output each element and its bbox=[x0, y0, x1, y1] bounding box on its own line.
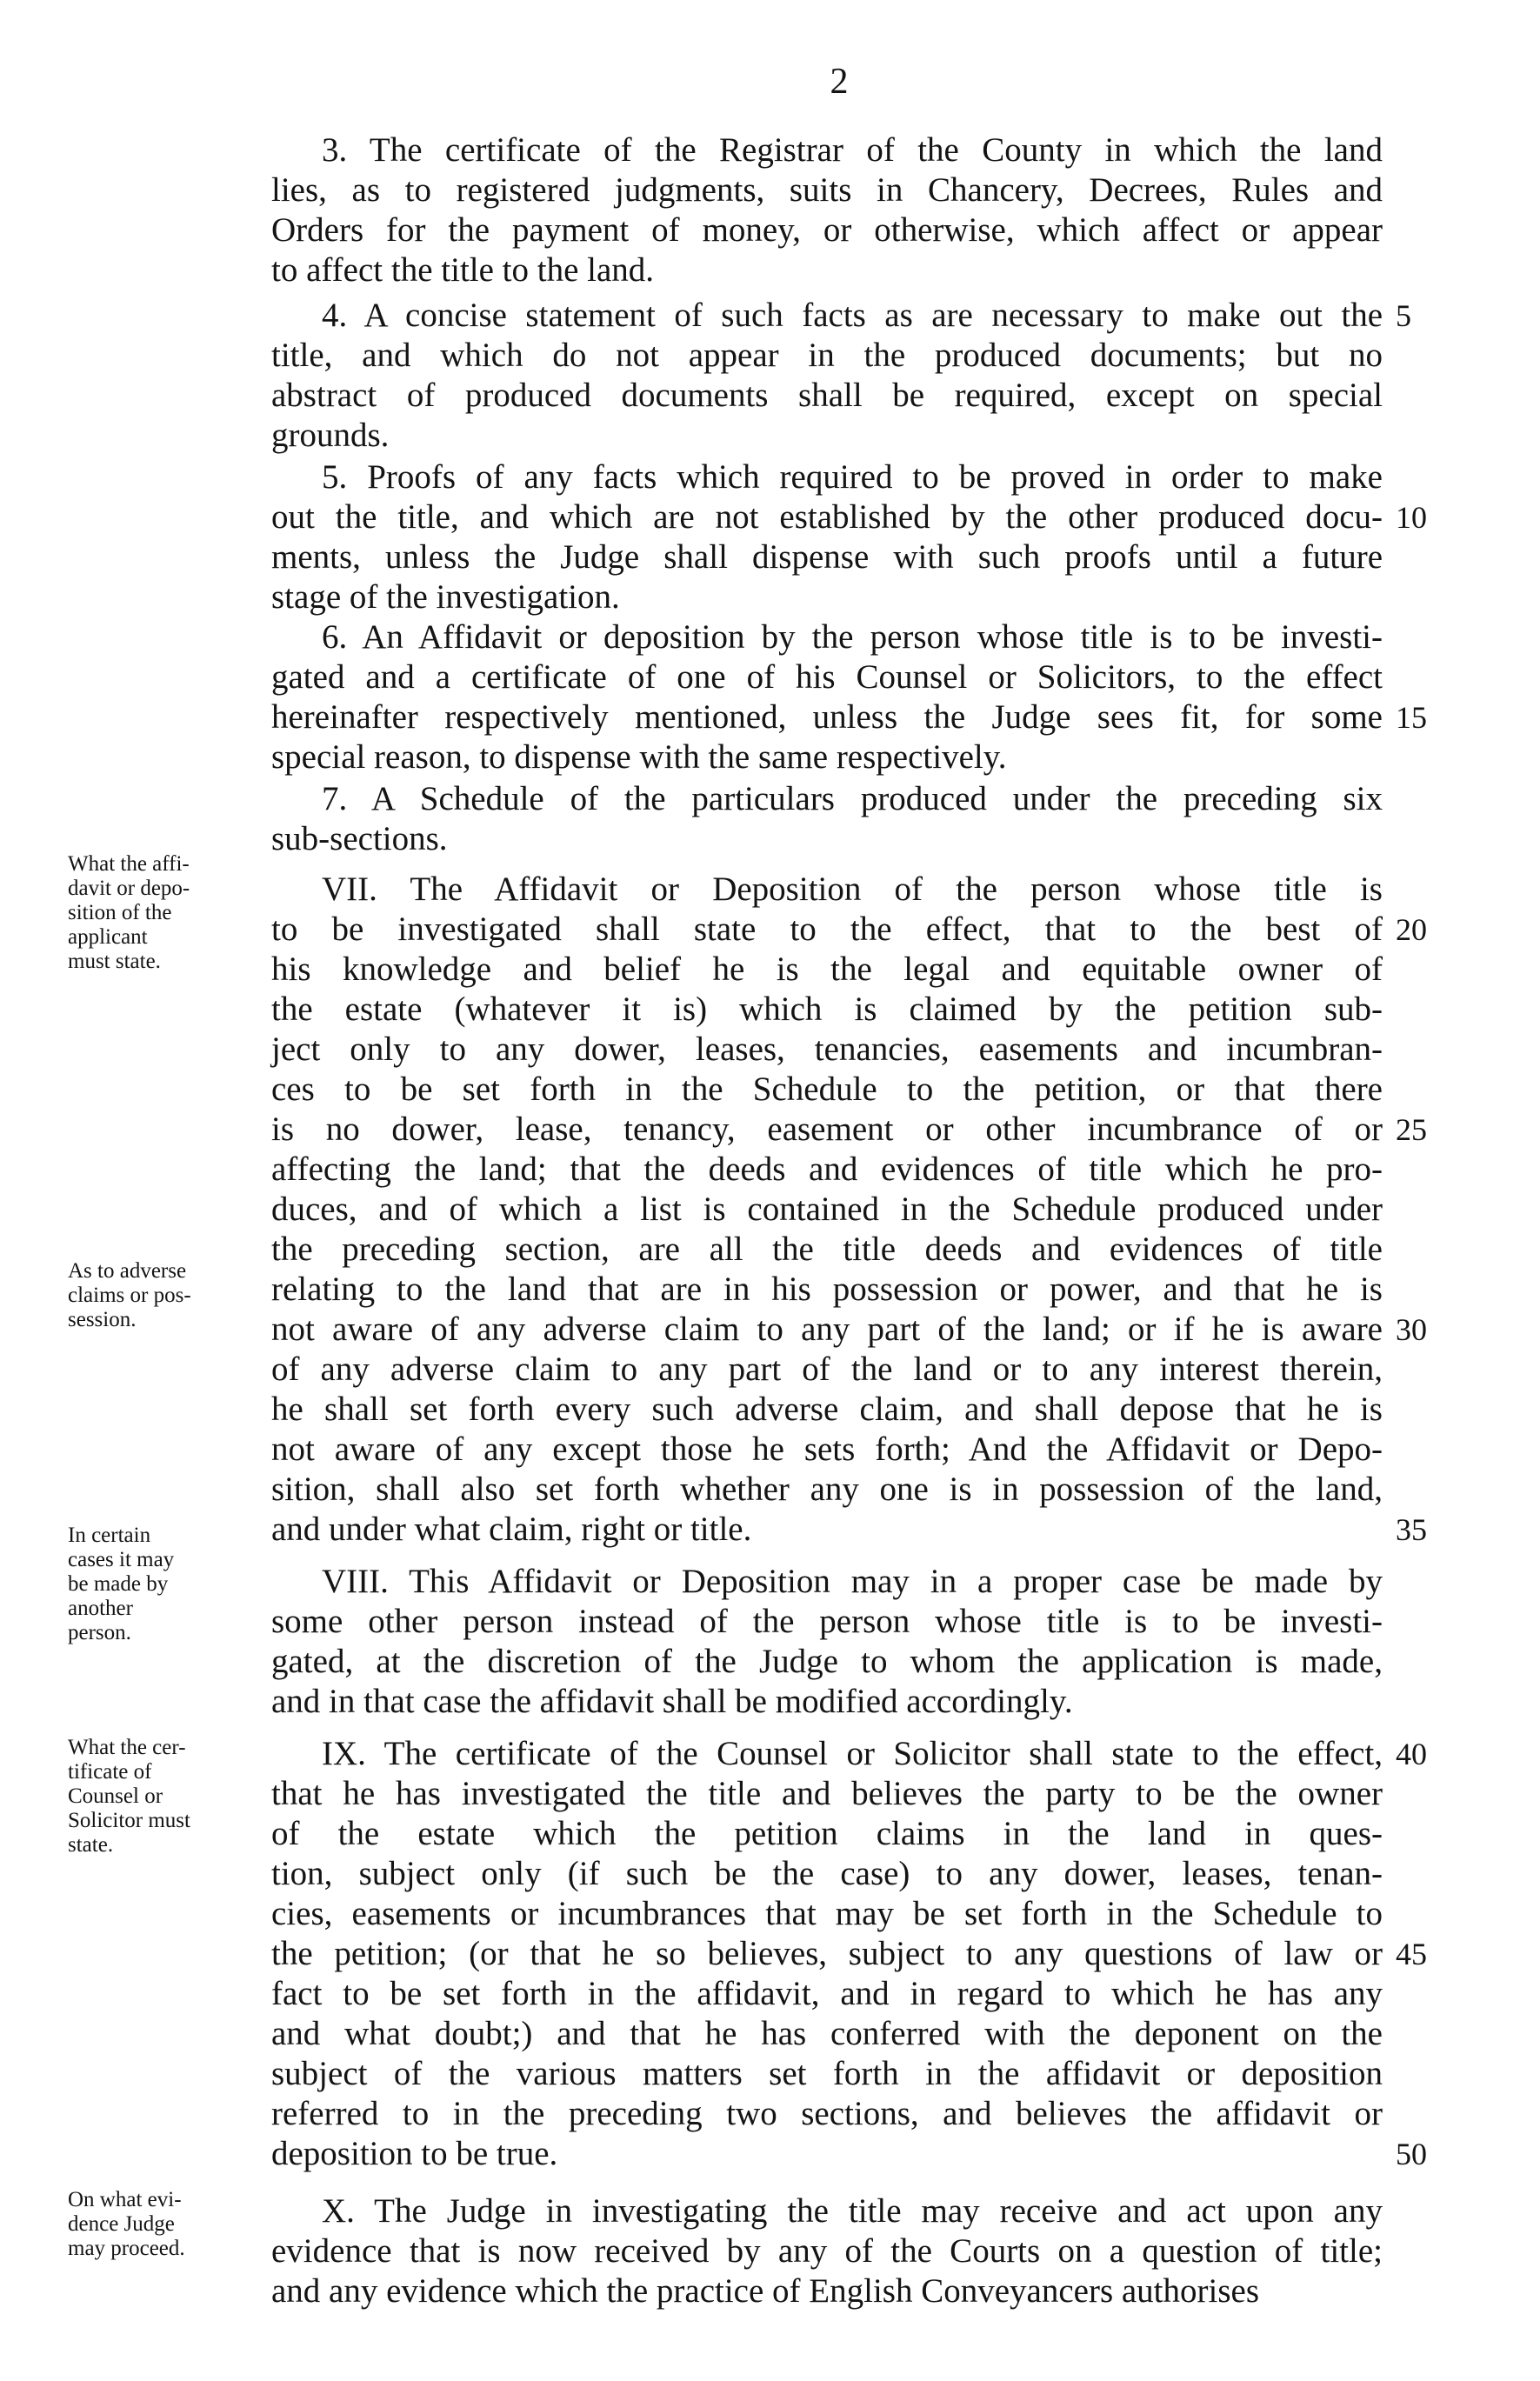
text-line: affecting the land; that the deeds and evidences of title which he pro- bbox=[271, 1150, 1383, 1188]
text-line: special reason, to dispense with the same respectively. bbox=[271, 738, 1007, 776]
margin-note-line: may proceed. bbox=[68, 2237, 185, 2260]
text-line: and in that case the affidavit shall be modified accordingly. bbox=[271, 1683, 1073, 1720]
text-line: tion, subject only (if such be the case) to any dower, leases, tenan- bbox=[271, 1855, 1383, 1892]
text-line: gated, at the discretion of the Judge to whom the application is made, bbox=[271, 1643, 1383, 1680]
text-line: abstract of produced documents shall be required, except on special bbox=[271, 377, 1383, 414]
margin-note-line: cases it may bbox=[68, 1548, 175, 1571]
text-line: duces, and of which a list is contained in the Schedule produced under bbox=[271, 1190, 1383, 1228]
text-line: that he has investigated the title and believes the party to be the owner bbox=[271, 1775, 1383, 1812]
text-line: IX. The certificate of the Counsel or Solicitor shall state to the effect, bbox=[322, 1735, 1383, 1772]
margin-note-line: sition of the bbox=[68, 901, 172, 924]
margin-note-line: On what evi- bbox=[68, 2188, 182, 2211]
text-line: VIII. This Affidavit or Deposition may in a proper case be made by bbox=[322, 1563, 1383, 1600]
text-line: ces to be set forth in the Schedule to the petition, or that there bbox=[271, 1070, 1383, 1108]
margin-note-line: Solicitor must bbox=[68, 1809, 190, 1832]
text-line: and any evidence which the practice of English Conveyancers authorises bbox=[271, 2272, 1260, 2310]
text-line: sition, shall also set forth whether any one is in possession of the land, bbox=[271, 1471, 1383, 1508]
margin-note-line: tificate of bbox=[68, 1760, 152, 1784]
line-number: 30 bbox=[1396, 1312, 1427, 1347]
text-line: the estate (whatever it is) which is claimed by the petition sub- bbox=[271, 990, 1383, 1028]
line-number: 40 bbox=[1396, 1737, 1427, 1771]
line-number: 50 bbox=[1396, 2137, 1427, 2171]
margin-note-line: applicant bbox=[68, 925, 148, 949]
margin-note-line: session. bbox=[68, 1308, 137, 1331]
line-number: 20 bbox=[1396, 912, 1427, 947]
margin-note-line: What the cer- bbox=[68, 1736, 186, 1759]
text-line: referred to in the preceding two sections, and believes the affidavit or bbox=[271, 2095, 1383, 2132]
text-line: the preceding section, are all the title deeds and evidences of title bbox=[271, 1231, 1383, 1268]
text-line: deposition to be true. bbox=[271, 2135, 558, 2172]
text-line: lies, as to registered judgments, suits in Chancery, Decrees, Rules and bbox=[271, 171, 1383, 209]
text-line: Orders for the payment of money, or otherwise, which affect or appear bbox=[271, 211, 1383, 249]
text-line: and what doubt;) and that he has conferred with the deponent on the bbox=[271, 2015, 1383, 2052]
text-line: of the estate which the petition claims in the land in ques- bbox=[271, 1815, 1383, 1852]
text-line: hereinafter respectively mentioned, unless the Judge sees fit, for some bbox=[271, 698, 1383, 736]
text-line: 5. Proofs of any facts which required to be proved in order to make bbox=[322, 458, 1383, 496]
text-line: evidence that is now received by any of the Courts on a question of title; bbox=[271, 2232, 1383, 2270]
text-line: VII. The Affidavit or Deposition of the person whose title is bbox=[322, 870, 1383, 908]
margin-note-line: be made by bbox=[68, 1572, 169, 1596]
line-number: 15 bbox=[1396, 700, 1427, 735]
text-line: his knowledge and belief he is the legal and equitable owner of bbox=[271, 950, 1383, 988]
text-line: not aware of any adverse claim to any part of the land; or if he is aware bbox=[271, 1311, 1383, 1348]
text-line: ments, unless the Judge shall dispense with such proofs until a future bbox=[271, 538, 1383, 576]
margin-note-line: claims or pos- bbox=[68, 1284, 191, 1307]
line-number: 45 bbox=[1396, 1937, 1427, 1971]
margin-note-line: state. bbox=[68, 1833, 114, 1857]
text-line: to be investigated shall state to the effect, that to the best of bbox=[271, 910, 1383, 948]
text-line: 7. A Schedule of the particulars produced under the preceding six bbox=[322, 780, 1383, 817]
text-line: subject of the various matters set forth in the affidavit or deposition bbox=[271, 2055, 1383, 2092]
text-line: cies, easements or incumbrances that may be set forth in the Schedule to bbox=[271, 1895, 1383, 1932]
text-line: 6. An Affidavit or deposition by the person whose title is to be investi- bbox=[322, 618, 1383, 656]
line-number: 35 bbox=[1396, 1512, 1427, 1547]
text-line: stage of the investigation. bbox=[271, 578, 620, 616]
text-line: of any adverse claim to any part of the land or to any interest therein, bbox=[271, 1351, 1383, 1388]
text-line: out the title, and which are not established by the other produced docu- bbox=[271, 498, 1383, 536]
text-line: to affect the title to the land. bbox=[271, 251, 655, 289]
margin-note-line: davit or depo- bbox=[68, 877, 190, 900]
margin-note-line: What the affi- bbox=[68, 852, 190, 876]
margin-note-line: another bbox=[68, 1597, 133, 1620]
text-line: not aware of any except those he sets forth; And the Affidavit or Depo- bbox=[271, 1431, 1383, 1468]
text-line: title, and which do not appear in the produced documents; but no bbox=[271, 337, 1383, 374]
text-line: X. The Judge in investigating the title may receive and act upon any bbox=[322, 2192, 1383, 2230]
text-line: fact to be set forth in the affidavit, and in regard to which he has any bbox=[271, 1975, 1383, 2012]
margin-note-line: must state. bbox=[68, 950, 161, 973]
line-number: 10 bbox=[1396, 500, 1427, 535]
text-line: sub-sections. bbox=[271, 820, 448, 857]
text-line: grounds. bbox=[271, 417, 390, 454]
text-line: 3. The certificate of the Registrar of the County in which the land bbox=[322, 131, 1383, 169]
line-number: 5 bbox=[1396, 298, 1411, 333]
text-line: ject only to any dower, leases, tenancies, easements and incumbran- bbox=[271, 1030, 1383, 1068]
text-line: is no dower, lease, tenancy, easement or other incumbrance of or bbox=[271, 1110, 1383, 1148]
margin-note-line: Counsel or bbox=[68, 1784, 163, 1808]
margin-note-line: As to adverse bbox=[68, 1259, 187, 1283]
text-line: 4. A concise statement of such facts as are necessary to make out the bbox=[322, 297, 1383, 334]
text-line: some other person instead of the person whose title is to be investi- bbox=[271, 1603, 1383, 1640]
line-number: 25 bbox=[1396, 1112, 1427, 1147]
text-line: he shall set forth every such adverse claim, and shall depose that he is bbox=[271, 1391, 1383, 1428]
text-line: relating to the land that are in his possession or power, and that he is bbox=[271, 1271, 1383, 1308]
margin-note-line: person. bbox=[68, 1621, 131, 1644]
text-line: the petition; (or that he so believes, subject to any questions of law or bbox=[271, 1935, 1383, 1972]
page-number: 2 bbox=[830, 62, 849, 102]
text-line: gated and a certificate of one of his Counsel or Solicitors, to the effect bbox=[271, 658, 1383, 696]
margin-note-line: In certain bbox=[68, 1524, 151, 1547]
margin-note-line: dence Judge bbox=[68, 2212, 175, 2236]
text-line: and under what claim, right or title. bbox=[271, 1511, 752, 1548]
